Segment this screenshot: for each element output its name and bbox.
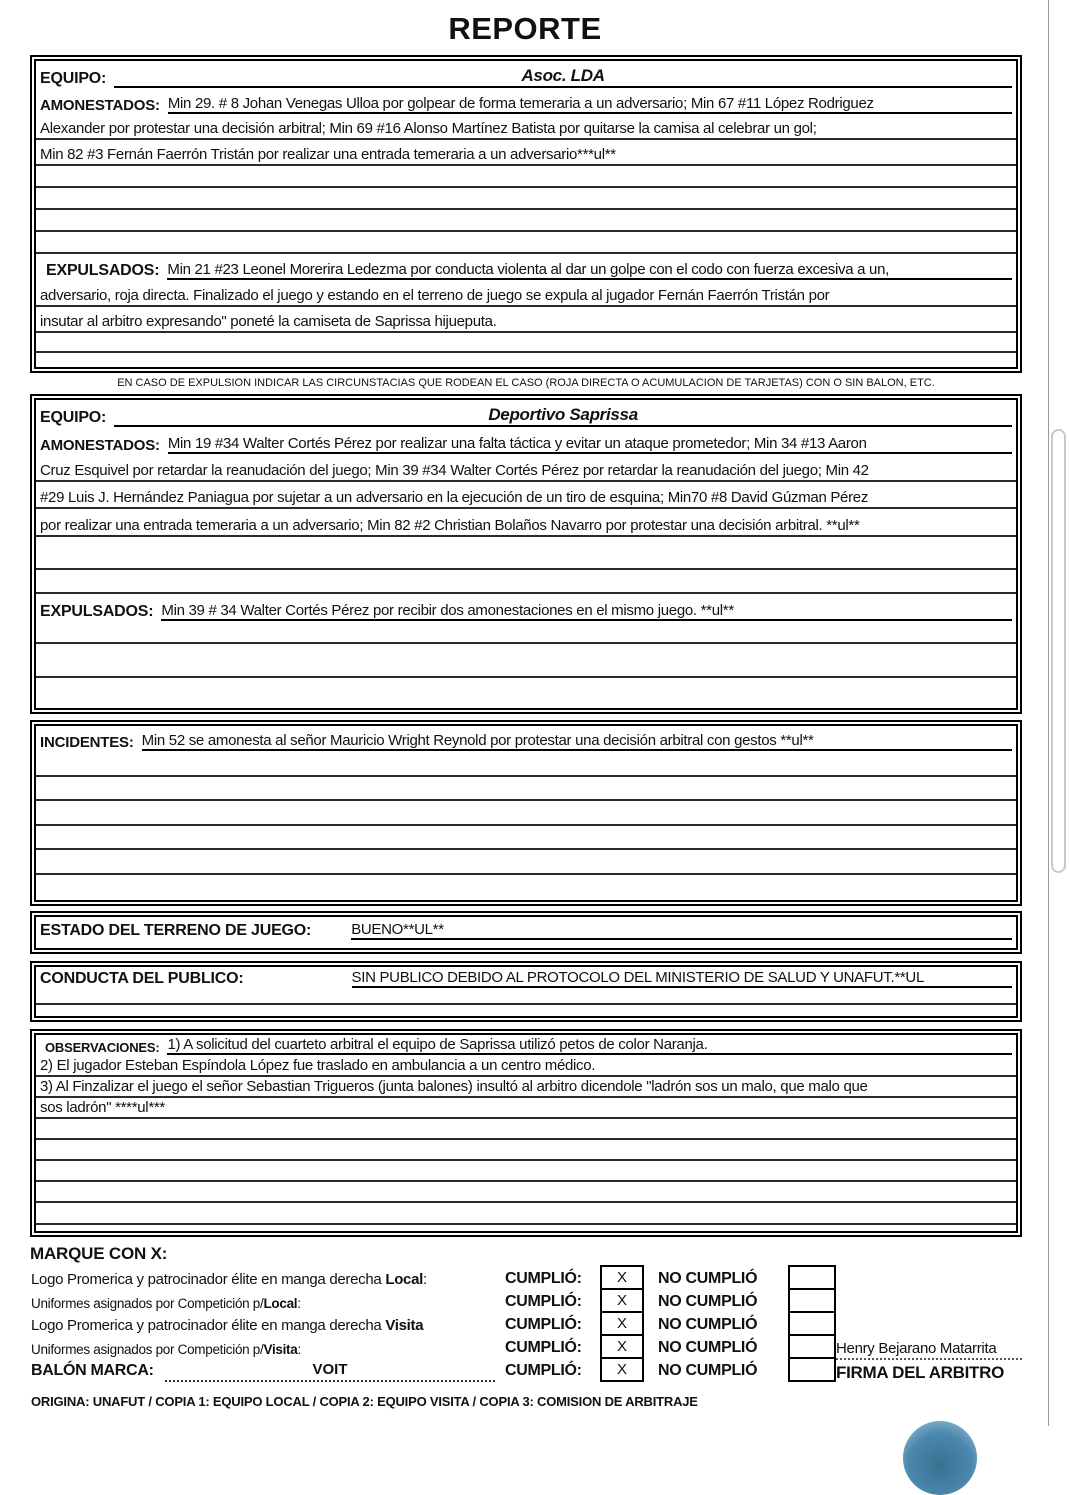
ruled-empty-line [36, 801, 1016, 826]
cumplio-label: CUMPLIÓ: [505, 1362, 582, 1379]
amonestados-line: Min 19 #34 Walter Cortés Pérez por realizar una falta táctica y evitar un ataque prometedor; Min 34 #13 Aaron [168, 435, 1012, 454]
ruled-empty-line [36, 333, 1016, 353]
ruled-empty-line [36, 210, 1016, 232]
marque-row-label-bold: Visita [263, 1342, 298, 1357]
marque-row-balon [30, 1360, 1022, 1383]
marque-row [30, 1268, 1022, 1291]
incidentes-row [36, 726, 1016, 752]
amonestados-line: Min 82 #3 Fernán Faerrón Tristán por realizar una entrada temeraria a un adversario***ul** [36, 140, 1016, 166]
footer-distribution: ORIGINA: UNAFUT / COPIA 1: EQUIPO LOCAL / COPIA 2: EQUIPO VISITA / COPIA 3: COMISION DE ARBITRAJE [31, 1394, 698, 1409]
team1-amonestados-row [36, 89, 1016, 115]
firma-arbitro-label: FIRMA DEL ARBITRO [836, 1363, 1005, 1382]
marque-section [30, 1244, 1022, 1383]
no-cumplio-label: NO CUMPLIÓ [658, 1362, 758, 1379]
ruled-empty-line [36, 232, 1016, 254]
observaciones-line: 3) Al Finzalizar el juego el señor Sebastian Trigueros (junta balones) insultó al arbitro dicendole "ladrón sos un malo, que malo que [36, 1077, 1016, 1098]
marque-row-label-suffix: : [423, 1271, 427, 1288]
observaciones-box [30, 1029, 1022, 1237]
estado-terreno-label: ESTADO DEL TERRENO DE JUEGO: [40, 922, 312, 939]
amonestados-line: Alexander por protestar una decisión arbitral; Min 69 #16 Alonso Martínez Batista por quitarse la camisa al celebrar un gol; [36, 115, 1016, 140]
cumplio-checkbox[interactable]: X [600, 1357, 644, 1382]
cumplio-checkbox[interactable]: X [600, 1288, 644, 1313]
no-cumplio-checkbox-column [788, 1265, 836, 1382]
cumplio-label: CUMPLIÓ: [505, 1270, 582, 1287]
no-cumplio-checkbox[interactable] [788, 1334, 836, 1359]
cumplio-label: CUMPLIÓ: [505, 1316, 582, 1333]
balon-marca-value: VOIT [165, 1361, 495, 1382]
amonestados-line: #29 Luis J. Hernández Paniagua por sujetar a un adversario en la ejecución de un tiro de esquina; Min70 #8 David Gúzman Pérez [36, 482, 1016, 509]
incidentes-line: Min 52 se amonesta al señor Mauricio Wright Reynold por protestar una decisión arbitral con gestos **ul** [142, 732, 1012, 751]
ruled-empty-line [36, 1203, 1016, 1225]
observaciones-row [36, 1035, 1016, 1056]
team2-expulsados-row [36, 594, 1016, 622]
no-cumplio-checkbox[interactable] [788, 1357, 836, 1382]
no-cumplio-label: NO CUMPLIÓ [658, 1270, 758, 1287]
marque-row-label: Logo Promerica y patrocinador élite en manga derecha [31, 1271, 386, 1288]
no-cumplio-checkbox[interactable] [788, 1288, 836, 1313]
amonestados-line: por realizar una entrada temeraria a un adversario; Min 82 #2 Christian Bolaños Navarro por protestar una decisión arbitral. **ul** [36, 509, 1016, 537]
marque-row-label-bold: Visita [385, 1317, 424, 1334]
ruled-empty-line [36, 875, 1016, 899]
ruled-empty-line [36, 989, 1016, 1005]
ruled-empty-line [36, 826, 1016, 850]
amonestados-label: AMONESTADOS: [40, 97, 160, 114]
ruled-empty-line [36, 537, 1016, 570]
floating-button-partial[interactable] [903, 1421, 977, 1495]
ruled-empty-line [36, 1182, 1016, 1203]
team2-equipo-row [36, 400, 1016, 428]
cumplio-checkbox-column [600, 1265, 644, 1382]
balon-marca-label: BALÓN MARCA: [31, 1362, 154, 1379]
ruled-empty-line [36, 353, 1016, 367]
ruled-empty-line [36, 752, 1016, 777]
expulsion-note: EN CASO DE EXPULSION INDICAR LAS CIRCUNSTACIAS QUE RODEAN EL CASO (ROJA DIRECTA O ACUMULACION DE TARJETAS) CON O SIN BALON, ETC. [117, 377, 935, 389]
observaciones-line: 1) A solicitud del cuarteto arbitral el equipo de Saprissa utilizó petos de color Naranja. [167, 1036, 1012, 1055]
no-cumplio-label: NO CUMPLIÓ [658, 1293, 758, 1310]
ruled-empty-line [36, 570, 1016, 594]
scrollbar-thumb[interactable] [1051, 429, 1066, 873]
ruled-empty-line [36, 644, 1016, 678]
cumplio-label: CUMPLIÓ: [505, 1339, 582, 1356]
no-cumplio-label: NO CUMPLIÓ [658, 1339, 758, 1356]
equipo-label: EQUIPO: [40, 409, 107, 426]
ruled-empty-line [36, 622, 1016, 644]
marque-row-label: Uniformes asignados por Competición p/ [31, 1342, 264, 1357]
incidentes-label: INCIDENTES: [40, 734, 134, 751]
ruled-empty-line [36, 777, 1016, 801]
conducta-publico-row [36, 967, 1016, 989]
amonestados-label: AMONESTADOS: [40, 437, 160, 454]
conducta-publico-label: CONDUCTA DEL PUBLICO: [40, 970, 244, 987]
ruled-empty-line [36, 188, 1016, 210]
expulsados-line: insutar al arbitro expresando" poneté la camiseta de Saprissa hijueputa. [36, 307, 1016, 333]
marque-row [30, 1337, 1022, 1360]
observaciones-label: OBSERVACIONES: [45, 1040, 160, 1055]
team2-name: Deportivo Saprissa [488, 405, 638, 424]
expulsados-line: adversario, roja directa. Finalizado el juego y estando en el terreno de juego se expula al jugador Fernán Faerrón Tristán por [36, 281, 1016, 307]
marque-row [30, 1314, 1022, 1337]
expulsados-line: Min 21 #23 Leonel Morerira Ledezma por conducta violenta al dar un golpe con el codo con fuerza excesiva a un, [167, 261, 1012, 280]
estado-terreno-box [30, 911, 1022, 954]
cumplio-checkbox[interactable]: X [600, 1311, 644, 1336]
page-title: REPORTE [448, 11, 602, 46]
marque-row-label-bold: Local [263, 1296, 298, 1311]
observaciones-line: sos ladrón" ****ul*** [36, 1098, 1016, 1119]
incidentes-box [30, 720, 1022, 906]
marque-header: MARQUE CON X: [30, 1244, 168, 1263]
cumplio-label: CUMPLIÓ: [505, 1293, 582, 1310]
marque-row [30, 1291, 1022, 1314]
ruled-empty-line [36, 1161, 1016, 1182]
team1-name: Asoc. LDA [521, 66, 605, 85]
team1-equipo-row [36, 61, 1016, 89]
expulsados-label: EXPULSADOS: [46, 262, 160, 279]
observaciones-line: 2) El jugador Esteban Espíndola López fue traslado en ambulancia a un centro médico. [36, 1056, 1016, 1077]
expulsados-label: EXPULSADOS: [40, 603, 154, 620]
marque-row-label-suffix: : [297, 1342, 301, 1357]
amonestados-line: Cruz Esquivel por retardar la reanudación del juego; Min 39 #34 Walter Cortés Pérez por retardar la reanudación del juego; Min 42 [36, 455, 1016, 482]
team2-box [30, 394, 1022, 714]
team1-expulsados-row [36, 254, 1016, 281]
ruled-empty-line [36, 678, 1016, 708]
no-cumplio-label: NO CUMPLIÓ [658, 1316, 758, 1333]
conducta-publico-box [30, 961, 1022, 1022]
no-cumplio-checkbox[interactable] [788, 1265, 836, 1290]
marque-row-label-bold: Local [385, 1271, 424, 1288]
referee-name: Henry Bejarano Matarrita [836, 1340, 1022, 1360]
estado-terreno-row [36, 917, 1016, 941]
marque-row-label: Uniformes asignados por Competición p/ [31, 1296, 264, 1311]
ruled-empty-line [36, 1119, 1016, 1140]
ruled-empty-line [36, 1140, 1016, 1161]
estado-terreno-value: BUENO**UL** [351, 921, 1012, 940]
team2-amonestados-row [36, 428, 1016, 455]
equipo-label: EQUIPO: [40, 70, 107, 87]
cumplio-checkbox[interactable]: X [600, 1334, 644, 1359]
ruled-empty-line [36, 850, 1016, 875]
conducta-publico-value: SIN PUBLICO DEBIDO AL PROTOCOLO DEL MINISTERIO DE SALUD Y UNAFUT.**UL [352, 969, 1013, 988]
team1-box [30, 55, 1022, 373]
scrollbar-track[interactable] [1048, 0, 1049, 1426]
ruled-empty-line [36, 166, 1016, 188]
expulsados-line: Min 39 # 34 Walter Cortés Pérez por recibir dos amonestaciones en el mismo juego. **ul** [161, 602, 1012, 621]
marque-row-label-suffix: : [297, 1296, 301, 1311]
no-cumplio-checkbox[interactable] [788, 1311, 836, 1336]
marque-row-label: Logo Promerica y patrocinador élite en manga derecha [31, 1317, 386, 1334]
amonestados-line: Min 29. # 8 Johan Venegas Ulloa por golpear de forma temeraria a un adversario; Min 67 #11 López Rodriguez [168, 95, 1012, 114]
cumplio-checkbox[interactable]: X [600, 1265, 644, 1290]
